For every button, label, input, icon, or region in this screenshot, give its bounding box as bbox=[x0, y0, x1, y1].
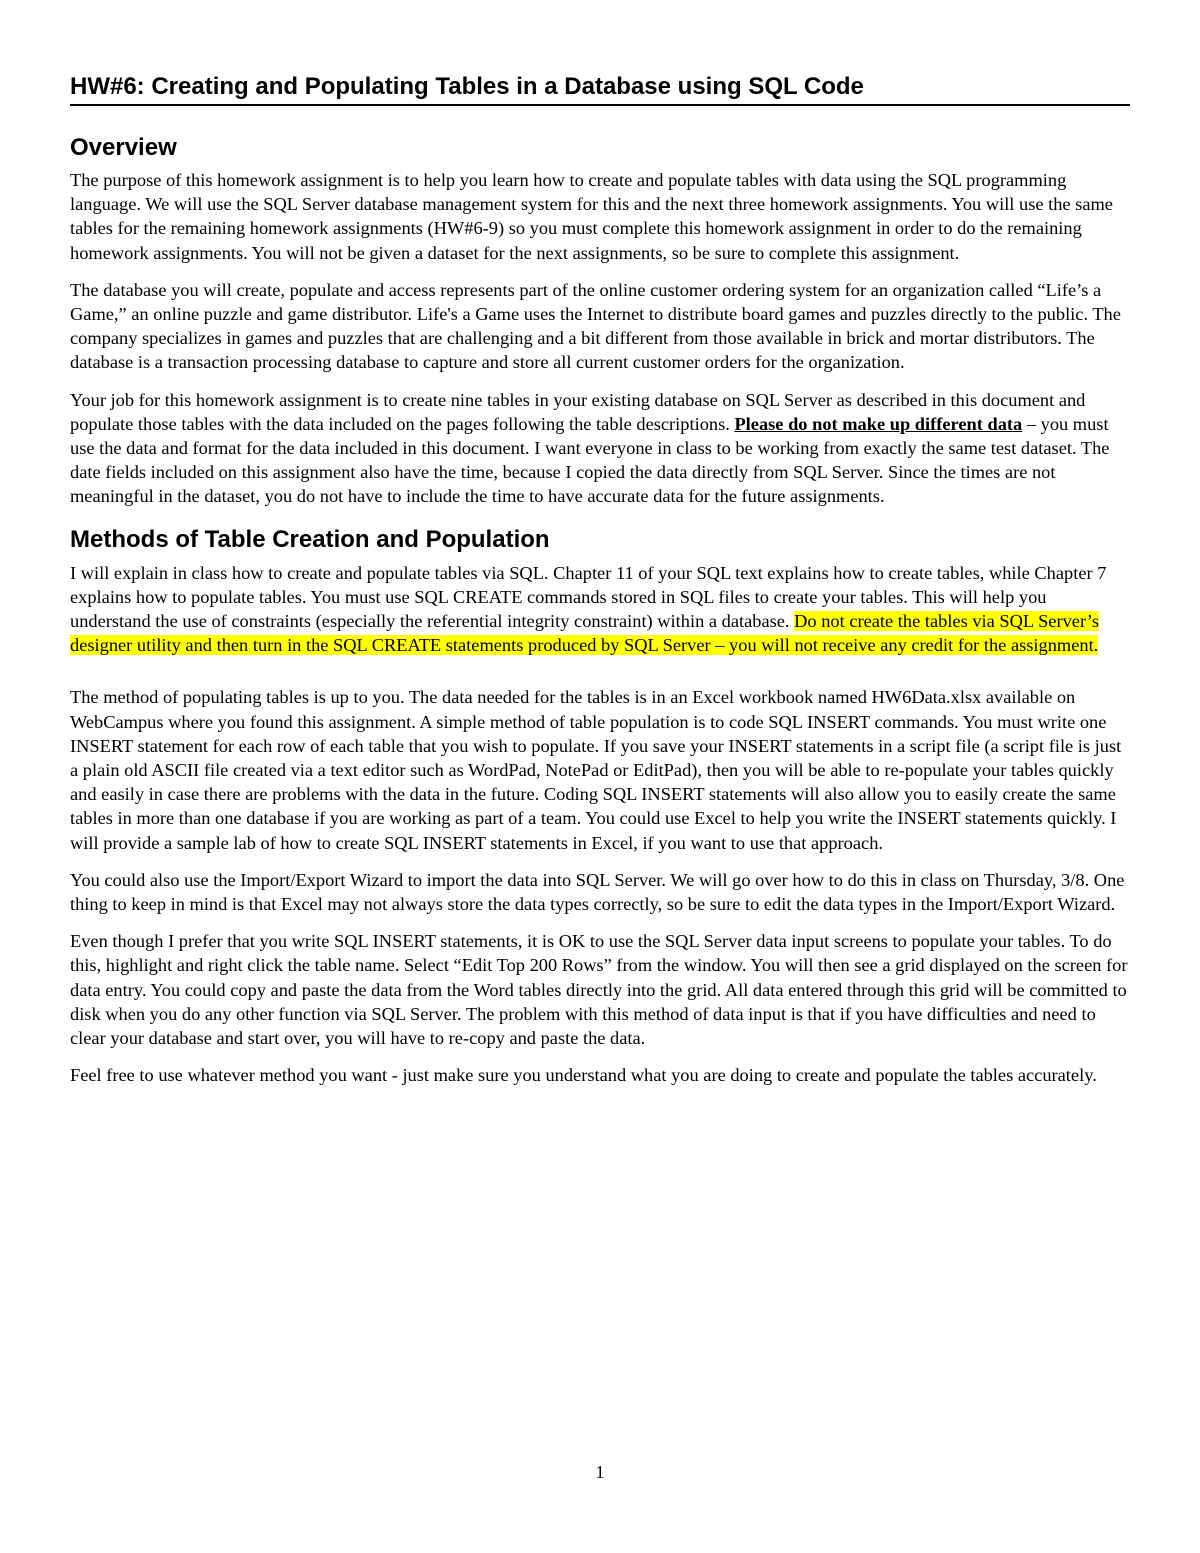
methods-paragraph-create bbox=[70, 561, 1130, 658]
overview-paragraph-database: The database you will create, populate and access represents part of the online customer ordering system for an organization called “Life’s a Game,” an online puzzle and game distributor. Life's a Game uses the Internet to distribute board games and puzzles directly to the public. The company specializes in games and puzzles that are challenging and a bit different from those available in brick and mortar distributors. The database is a transaction processing database to capture and store all current customer orders for the organization. bbox=[70, 279, 1121, 373]
overview-section bbox=[70, 133, 1130, 509]
create-text-highlight: Do not create the tables via SQL Server’s designer utility and then turn in the SQL CREATE statements produced by SQL Server – you will not receive any credit for the assignment. bbox=[70, 611, 1100, 656]
overview-paragraph-job bbox=[70, 388, 1130, 509]
methods-paragraph-import-wizard: You could also use the Import/Export Wizard to import the data into SQL Server. We will go over how to do this in class on Thursday, 3/8. One thing to keep in mind is that Excel may not always store the data types correctly, so be sure to edit the data types in the Import/Export Wizard. bbox=[70, 869, 1125, 915]
job-text-emphasis: Please do not make up different data bbox=[734, 413, 1023, 434]
job-text-intro: Your job for this homework assignment is to create nine tables in your existing database on SQL Server as described in this document and populate those tables with the data included on the pages following the table descriptions. bbox=[70, 389, 1086, 434]
methods-paragraph-populate: The method of populating tables is up to you. The data needed for the tables is in an Excel workbook named HW6Data.xlsx available on WebCampus where you found this assignment. A simple method of table population is to code SQL INSERT commands. You must write one INSERT statement for each row of each table that you wish to populate. If you save your INSERT statements in a script file (a script file is just a plain old ASCII file created via a text editor such as WordPad, NotePad or EditPad), then you will be able to re-populate your tables quickly and easily in case there are problems with the data in the future. Coding SQL INSERT statements will also allow you to easily create the same tables in more than one database if you are working as part of a team. You could use Excel to help you write the INSERT statements quickly. I will provide a sample lab of how to create SQL INSERT statements in Excel, if you want to use that approach. bbox=[70, 687, 1122, 853]
overview-paragraph-purpose: The purpose of this homework assignment is to help you learn how to create and populate tables with data using the SQL programming language. We will use the SQL Server database management system for this and the next three homework assignments. You will use the same tables for the remaining homework assignments (HW#6-9) so you must complete this homework assignment in order to do the remaining homework assignments. You will not be given a dataset for the next assignments, so be sure to complete this assignment. bbox=[70, 170, 1113, 263]
overview-heading: Overview bbox=[70, 134, 177, 161]
methods-heading: Methods of Table Creation and Population bbox=[70, 525, 550, 553]
methods-section bbox=[70, 525, 1130, 1088]
page-number: 1 bbox=[595, 1462, 605, 1482]
methods-paragraph-input-screens: Even though I prefer that you write SQL INSERT statements, it is OK to use the SQL Server data input screens to populate your tables. To do this, highlight and right click the table name. Select “Edit Top 200 Rows” from the window. You will then see a grid displayed on the screen for data entry. You could copy and paste the data from the Word tables directly into the grid. All data entered through this grid will be committed to disk when you do any other function via SQL Server. The problem with this method of data input is that if you have difficulties and need to clear your database and start over, you will have to re-copy and paste the data. bbox=[70, 931, 1128, 1049]
document-title: HW#6: Creating and Populating Tables in a Database using SQL Code bbox=[70, 72, 1130, 106]
job-text-rest: – you must use the data and format for the data included in this document. I want everyone in class to be working from exactly the same test dataset. The date fields included on this assignment also have the time, because I copied the data directly from SQL Server. Since the times are not meaningful in the dataset, you do not have to include the time to have accurate data for the future assignments. bbox=[70, 413, 1110, 507]
methods-paragraph-closing: Feel free to use whatever method you want - just make sure you understand what you are doing to create and populate the tables accurately. bbox=[70, 1065, 1097, 1086]
create-text-intro: I will explain in class how to create and populate tables via SQL. Chapter 11 of your SQL text explains how to create tables, while Chapter 7 explains how to populate tables. You must use SQL CREATE commands stored in SQL files to create your tables. This will help you understand the use of constraints (especially the referential integrity constraint) within a database. bbox=[70, 562, 1107, 632]
